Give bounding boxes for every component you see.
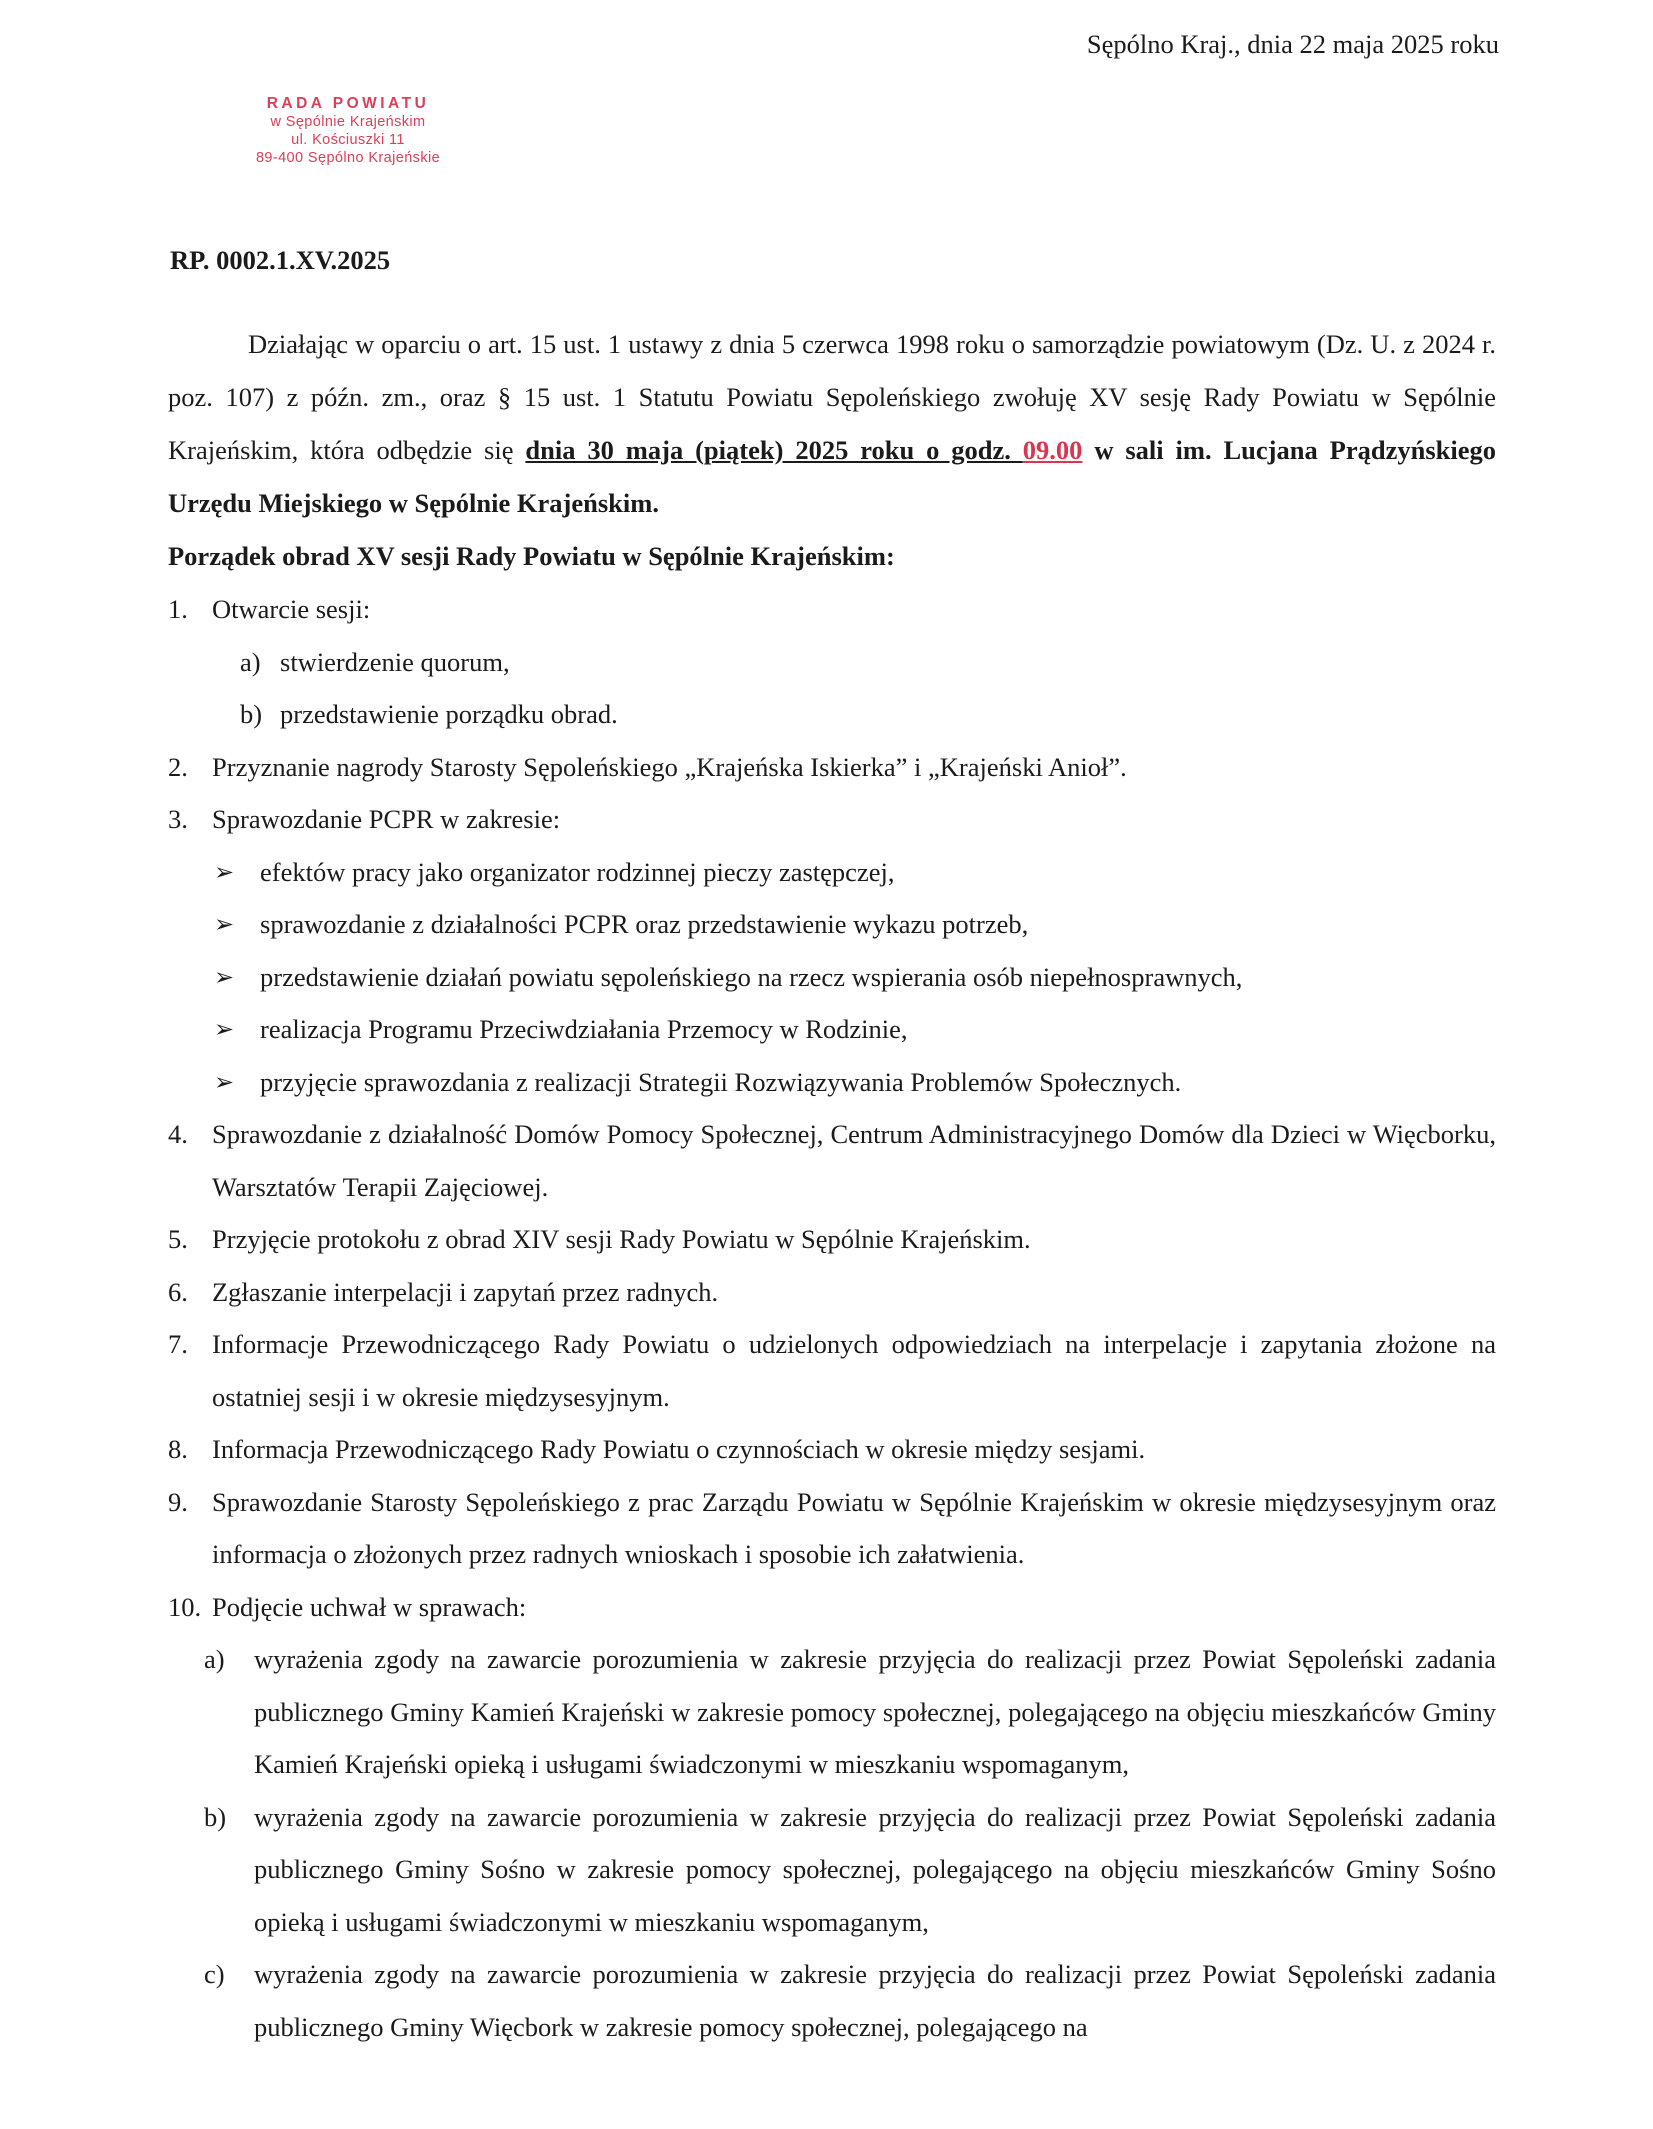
sub-item: [240, 636, 1496, 689]
bullet-item: [212, 1003, 1496, 1056]
item-text: Przyznanie nagrody Starosty Sępoleńskiego „Krajeńska Iskierka” i „Krajeński Anioł”.: [212, 751, 1127, 782]
sub-text: wyrażenia zgody na zawarcie porozumienia w zakresie przyjęcia do realizacji przez Powiat Sępoleński zadania publicznego Gminy Kamień Krajeński w zakresie pomocy społecznej, polegającego na objęciu mieszkańców Gminy Kamień Krajeński opieką i usługami świadczonymi w mieszkaniu wspomaganym,: [254, 1644, 1496, 1779]
sub-text: wyrażenia zgody na zawarcie porozumienia w zakresie przyjęcia do realizacji przez Powiat Sępoleński zadania publicznego Gminy Sośno w zakresie pomocy społecznej, polegającego na objęciu mieszkańców Gminy Sośno opieką i usługami świadczonymi w mieszkaniu wspomaganym,: [254, 1801, 1496, 1937]
agenda-item: [168, 1423, 1496, 1476]
sub-item: [204, 1791, 1496, 1949]
stamp-line-3: ul. Kościuszki 11: [291, 132, 405, 148]
arrow-bullet-icon: ➢: [214, 1067, 235, 1096]
item-text: Sprawozdanie Starosty Sępoleńskiego z prac Zarządu Powiatu w Sępólnie Krajeńskim w okresie międzysesyjnym oraz informacja o złożonych przez radnych wnioskach i sposobie ich załatwienia.: [212, 1486, 1496, 1569]
bullet-list: [212, 846, 1496, 1109]
session-place: w sali im. Lucjana Prądzyńskiego Urzędu Miejskiego w Sępólnie Krajeńskim.: [168, 435, 1497, 518]
item-text: Informacje Przewodniczącego Rady Powiatu o udzielonych odpowiedziach na interpelacje i zapytania złożone na ostatniej sesji i w okresie międzysesyjnym.: [212, 1329, 1496, 1412]
item-text: Sprawozdanie PCPR w zakresie:: [212, 804, 561, 834]
arrow-bullet-icon: ➢: [214, 857, 235, 886]
item-number: 7.: [168, 1329, 188, 1359]
item-text: Przyjęcie protokołu z obrad XIV sesji Rady Powiatu w Sępólnie Krajeńskim.: [212, 1224, 1031, 1254]
item-number: 4.: [168, 1119, 188, 1149]
sub-list: [212, 636, 1496, 741]
bullet-text: realizacja Programu Przeciwdziałania Przemocy w Rodzinie,: [260, 1014, 908, 1044]
bullet-item: [212, 951, 1496, 1004]
bullet-text: przedstawienie działań powiatu sępoleńskiego na rzecz wspierania osób niepełnosprawnych,: [260, 961, 1243, 992]
sub-list: [204, 1633, 1496, 2053]
sub-text: przedstawienie porządku obrad.: [280, 699, 618, 729]
agenda-item: [168, 1213, 1496, 1266]
item-text: Informacja Przewodniczącego Rady Powiatu o czynnościach w okresie między sesjami.: [212, 1434, 1146, 1464]
agenda-list: [168, 583, 1496, 2053]
agenda-item: [168, 1476, 1496, 1581]
intro-paragraph: [168, 318, 1496, 530]
stamp-line-2: w Sępólnie Krajeńskim: [270, 114, 426, 130]
sub-item: [240, 688, 1496, 741]
arrow-bullet-icon: ➢: [214, 962, 235, 991]
arrow-bullet-icon: ➢: [214, 1015, 235, 1043]
agenda-item: [168, 1318, 1496, 1423]
place-and-date: Sępólno Kraj., dnia 22 maja 2025 roku: [1086, 29, 1499, 59]
item-number: 3.: [168, 804, 188, 834]
bullet-item: [212, 846, 1496, 899]
item-number: 6.: [168, 1276, 188, 1307]
sub-letter: b): [240, 699, 263, 729]
agenda-item: [168, 1581, 1496, 2054]
sub-letter: a): [240, 646, 261, 677]
sub-letter: a): [204, 1644, 225, 1674]
item-number: 2.: [168, 751, 188, 782]
reference-number: RP. 0002.1.XV.2025: [170, 245, 391, 275]
council-stamp: [203, 95, 493, 167]
agenda-item: [168, 1266, 1496, 1319]
item-text: Otwarcie sesji:: [212, 594, 371, 624]
item-number: 10.: [168, 1591, 202, 1622]
sub-item: [204, 1948, 1496, 2053]
sub-text: stwierdzenie quorum,: [280, 646, 510, 677]
item-text: Podjęcie uchwał w sprawach:: [212, 1591, 527, 1622]
item-number: 5.: [168, 1224, 188, 1254]
sub-item: [204, 1633, 1496, 1791]
bullet-text: efektów pracy jako organizator rodzinnej pieczy zastępczej,: [260, 856, 895, 887]
sub-letter: c): [204, 1959, 225, 1989]
agenda-item: [168, 1108, 1496, 1213]
item-text: Sprawozdanie z działalność Domów Pomocy Społecznej, Centrum Administracyjnego Domów dla Dzieci w Więcborku, Warsztatów Terapii Zajęciowej.: [212, 1119, 1496, 1202]
session-date: dnia 30 maja (piątek) 2025 roku o godz.: [525, 435, 1023, 465]
bullet-text: przyjęcie sprawozdania z realizacji Strategii Rozwiązywania Problemów Społecznych.: [260, 1066, 1182, 1097]
item-number: 1.: [168, 594, 188, 624]
item-number: 9.: [168, 1486, 188, 1517]
stamp-line-1: RADA POWIATU: [266, 95, 430, 112]
arrow-bullet-icon: ➢: [214, 910, 235, 938]
agenda-item: [168, 741, 1496, 794]
stamp-line-4: 89-400 Sępólno Krajeńskie: [255, 150, 441, 166]
item-text: Zgłaszanie interpelacji i zapytań przez radnych.: [212, 1276, 719, 1307]
document-body: [168, 318, 1496, 2053]
bullet-item: [212, 1056, 1496, 1109]
agenda-title: Porządek obrad XV sesji Rady Powiatu w Sępólnie Krajeńskim:: [168, 541, 895, 571]
agenda-item: [168, 793, 1496, 1108]
bullet-item: [212, 898, 1496, 951]
bullet-text: sprawozdanie z działalności PCPR oraz przedstawienie wykazu potrzeb,: [260, 909, 1029, 939]
sub-letter: b): [204, 1801, 227, 1832]
intro-text: Działając w oparciu o art. 15 ust. 1 ustawy z dnia 5 czerwca 1998 roku o samorządzie powiatowym (Dz. U. z 2024 r. poz. 107) z późn. zm., oraz § 15 ust. 1 Statutu Powiatu Sępoleńskiego zwołuję XV sesję Rady Powiatu w Sępólnie Krajeńskim, która odbędzie się: [168, 329, 1496, 465]
sub-text: wyrażenia zgody na zawarcie porozumienia w zakresie przyjęcia do realizacji przez Powiat Sępoleński zadania publicznego Gminy Więcbork w zakresie pomocy społecznej, polegającego na: [254, 1959, 1496, 2042]
session-time: 09.00: [1022, 435, 1083, 465]
item-number: 8.: [168, 1434, 188, 1464]
agenda-item: [168, 583, 1496, 741]
